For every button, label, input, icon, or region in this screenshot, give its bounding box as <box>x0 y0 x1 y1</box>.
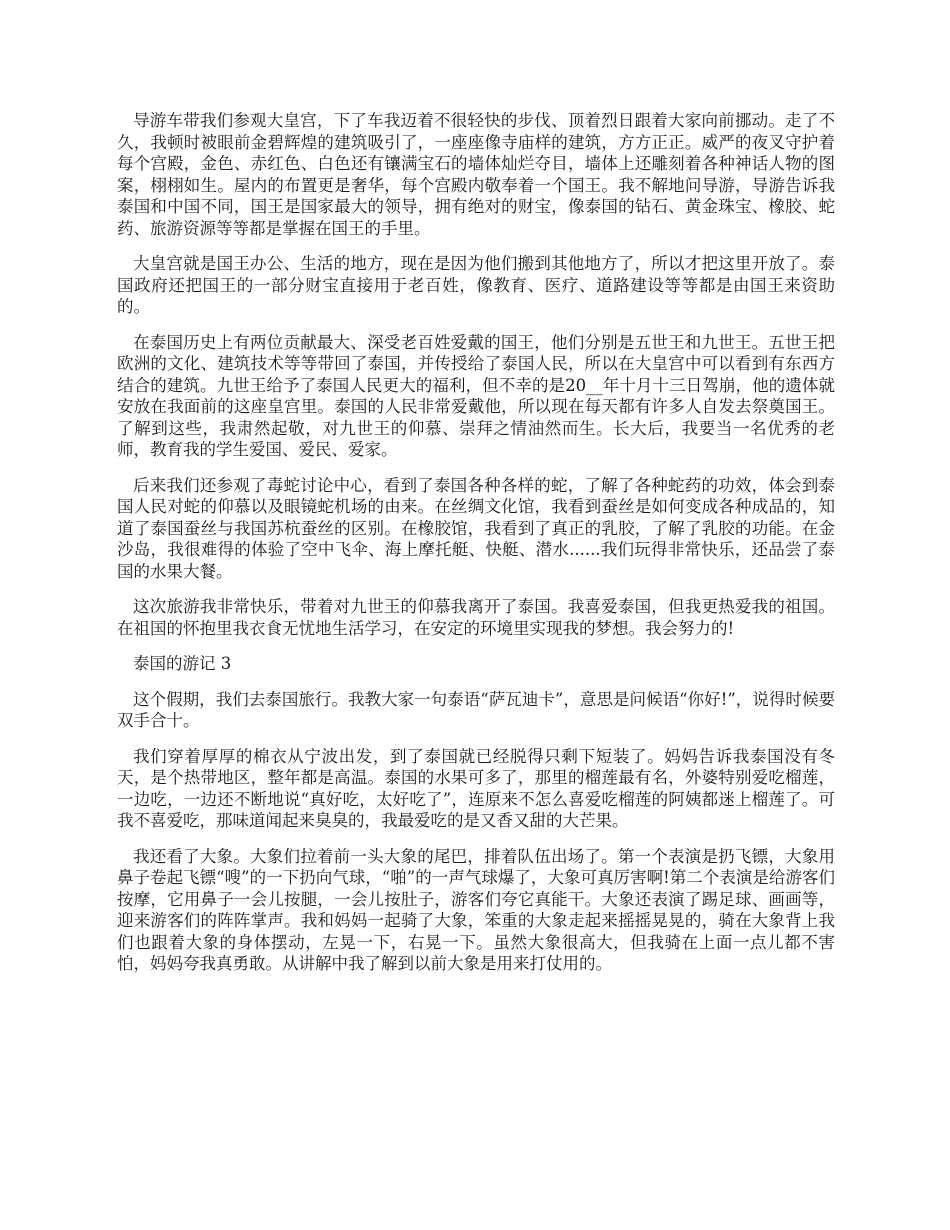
document-body <box>117 110 835 989</box>
paragraph-palace-history: 大皇宫就是国王办公、生活的地方，现在是因为他们搬到其他地方了，所以才把这里开放了。泰国政府还把国王的一部分财宝直接用于老百姓，像教育、医疗、道路建设等等都是由国王来资助的。 <box>117 254 835 316</box>
paragraph-greeting: 这个假期，我们去泰国旅行。我教大家一句泰语“萨瓦迪卡”，意思是问候语“你好!”，说得时候要双手合十。 <box>117 689 835 730</box>
paragraph-elephant-show: 我还看了大象。大象们拉着前一头大象的尾巴，排着队伍出场了。第一个表演是扔飞镖，大象用鼻子卷起飞镖“嗖”的一下扔向气球，“啪”的一声气球爆了，大象可真厉害啊!第二个表演是给游客们按摩，它用鼻子一会儿按腿，一会儿按肚子，游客们夸它真能干。大象还表演了踢足球、画画等，迎来游客们的阵阵掌声。我和妈妈一起骑了大象，笨重的大象走起来摇摇晃晃的，骑在大象背上我们也跟着大象的身体摆动，左晃一下，右晃一下。虽然大象很高大，但我骑在上面一点儿都不害怕，妈妈夸我真勇敢。从讲解中我了解到以前大象是用来打仗用的。 <box>117 846 835 973</box>
paragraph-trip-conclusion: 这次旅游我非常快乐，带着对九世王的仰慕我离开了泰国。我喜爱泰国，但我更热爱我的祖国。在祖国的怀抱里我衣食无忧地生活学习，在安定的环境里实现我的梦想。我会努力的! <box>117 597 835 638</box>
paragraph-grand-palace-visit: 导游车带我们参观大皇宫，下了车我迈着不很轻快的步伐、顶着烈日跟着大家向前挪动。走了不久，我顿时被眼前金碧辉煌的建筑吸引了，一座座像寺庙样的建筑，方方正正。威严的夜叉守护着每个宫殿，金色、赤红色、白色还有镶满宝石的墙体灿烂夺目，墙体上还雕刻着各种神话人物的图案，栩栩如生。屋内的布置更是奢华，每个宫殿内敬奉着一个国王。我不解地问导游，导游告诉我泰国和中国不同，国王是国家最大的领导，拥有绝对的财宝，像泰国的钻石、黄金珠宝、橡胶、蛇药、旅游资源等等都是掌握在国王的手里。 <box>117 111 835 238</box>
paragraph-weather-fruit: 我们穿着厚厚的棉衣从宁波出发，到了泰国就已经脱得只剩下短装了。妈妈告诉我泰国没有冬天，是个热带地区，整年都是高温。泰国的水果可多了，那里的榴莲最有名，外婆特别爱吃榴莲，一边吃，一边还不断地说“真好吃，太好吃了”，连原来不怎么喜爱吃榴莲的阿姨都迷上榴莲了。可我不喜爱吃，那味道闻起来臭臭的，我最爱吃的是又香又甜的大芒果。 <box>117 746 835 830</box>
section-title: 泰国的游记 3 <box>133 654 232 673</box>
paragraph-two-kings: 在泰国历史上有两位贡献最大、深受老百姓爱戴的国王，他们分别是五世王和九世王。五世王把欧洲的文化、建筑技术等等带回了泰国，并传授给了泰国人民，所以在大皇宫中可以看到有东西方结合的建筑。九世王给予了泰国人民更大的福利，但不幸的是20__年十月十三日驾崩，他的遗体就安放在我面前的这座皇宫里。泰国的人民非常爱戴他，所以现在每天都有许多人自发去祭奠国王。了解到这些，我肃然起敬，对九世王的仰慕、崇拜之情油然而生。长大后，我要当一名优秀的老师，教育我的学生爱国、爱民、爱家。 <box>117 332 835 459</box>
paragraph-snake-silk-rubber: 后来我们还参观了毒蛇讨论中心，看到了泰国各种各样的蛇，了解了各种蛇药的功效，体会到泰国人民对蛇的仰慕以及眼镜蛇机场的由来。在丝绸文化馆，我看到蚕丝是如何变成各种成品的，知道了泰国蚕丝与我国苏杭蚕丝的区别。在橡胶馆，我看到了真正的乳胶，了解了乳胶的功能。在金沙岛，我很难得的体验了空中飞伞、海上摩托艇、快艇、潜水......我们玩得非常快乐，还品尝了泰国的水果大餐。 <box>117 475 835 581</box>
